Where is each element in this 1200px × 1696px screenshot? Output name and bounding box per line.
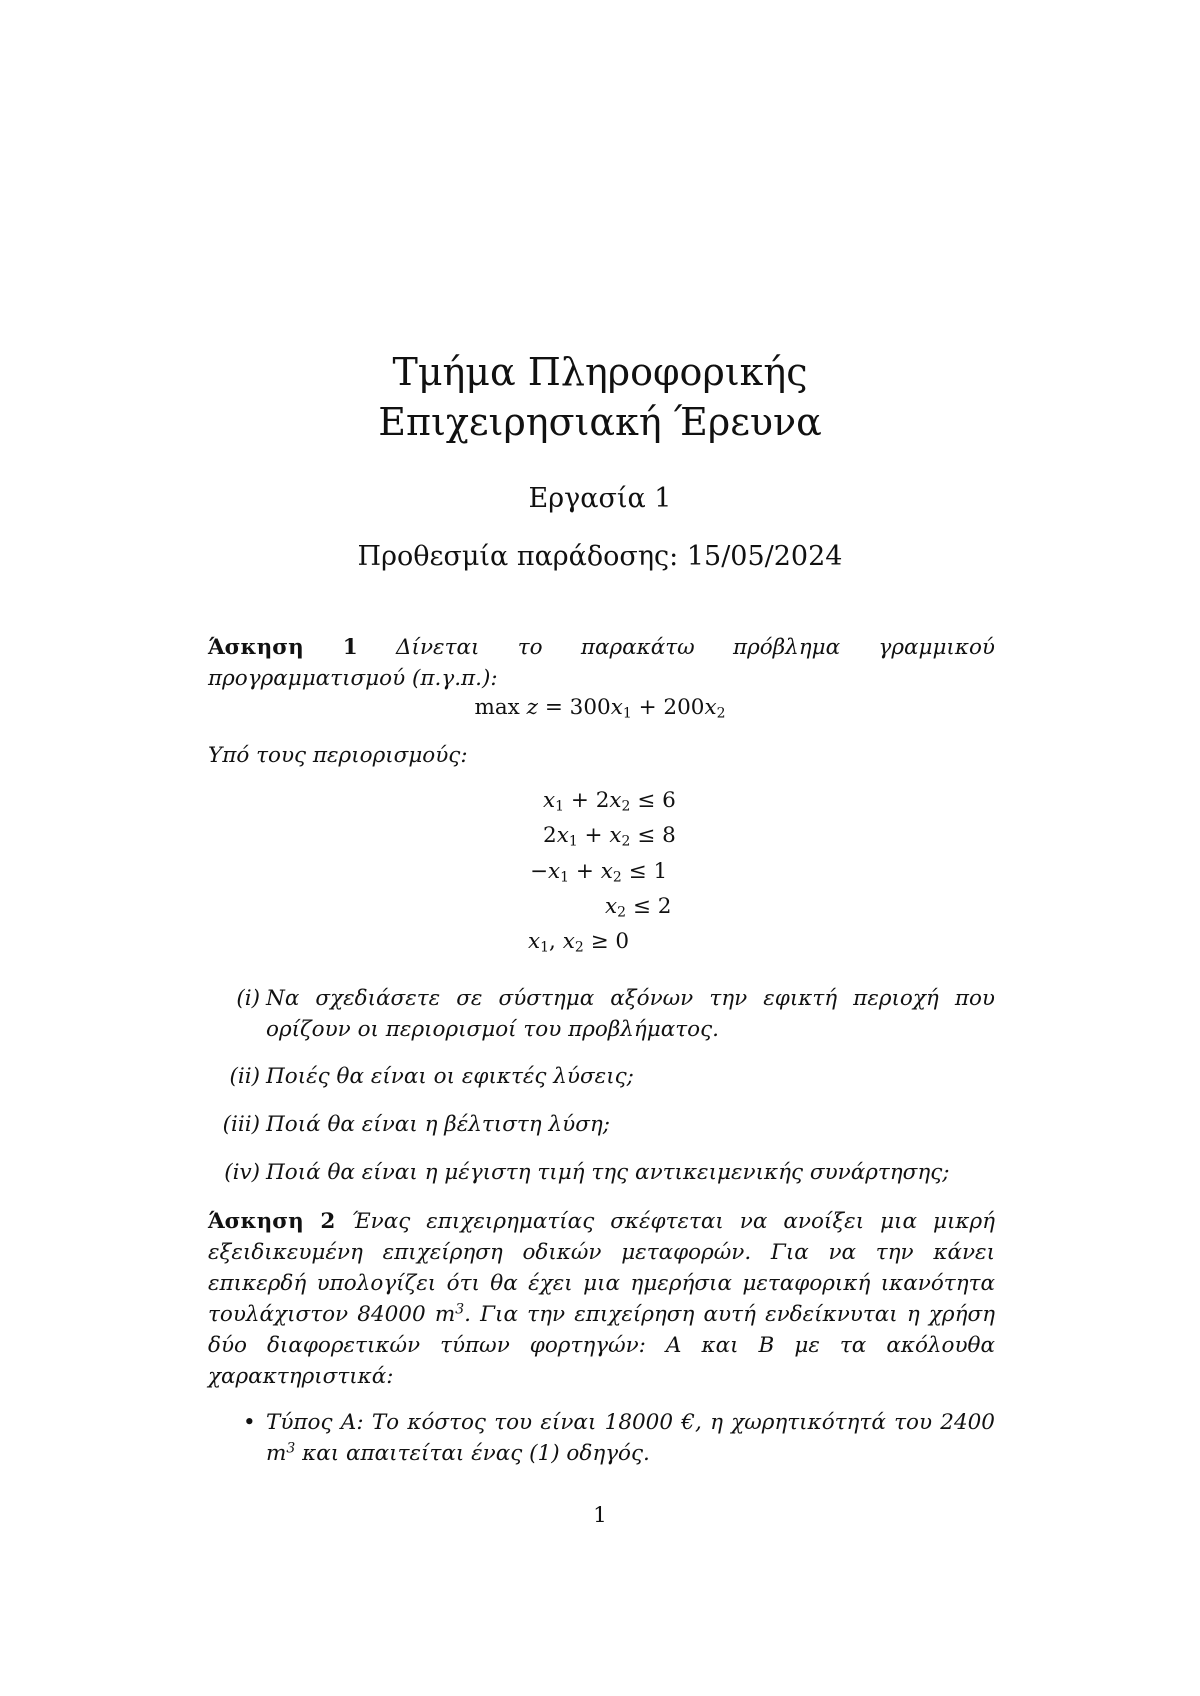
objective-max: max [474, 695, 520, 720]
exercise1-label: Άσκηση 1 [208, 635, 358, 660]
exercise2-label: Άσκηση 2 [208, 1209, 336, 1234]
exercise2-paragraph [208, 1206, 995, 1392]
constraint-1: $x_1 + 2x_2 \le 6$ [543, 788, 676, 815]
question-i [208, 983, 995, 1045]
question-iii-text: Ποιά θα είναι η βέλτιστη λύση; [266, 1112, 611, 1137]
deadline-text: Προθεσμία παράδοσης: 15/05/2024 [357, 541, 843, 572]
constraint-2: $2x_1 + x_2 \le 8$ [543, 823, 676, 850]
page-number: 1 [593, 1503, 607, 1528]
constraints-intro-text: Υπό τους περιορισμούς: [208, 743, 468, 768]
constraint-4: $x_2 \le 2$ [605, 894, 672, 921]
question-iv-mark: (iv) [224, 1160, 260, 1185]
question-i-mark: (i) [236, 986, 260, 1011]
question-iv [208, 1157, 995, 1188]
constraints-intro [208, 740, 995, 771]
objective-z: z [526, 695, 538, 720]
question-ii [208, 1061, 995, 1092]
truck-type-a-item [208, 1407, 995, 1469]
constraint-5: $x_1$, $x_2 \ge 0$ [528, 929, 630, 956]
question-iv-text: Ποιά θα είναι η μέγιστη τιμή της αντικειμενικής συνάρτησης; [266, 1160, 950, 1185]
question-ii-mark: (ii) [229, 1064, 260, 1089]
course-title: Επιχειρησιακή Έρευνα [378, 400, 822, 444]
constraint-3: $-x_1 + x_2 \le 1$ [530, 859, 668, 886]
department-title: Τμήμα Πληροφορικής [392, 350, 808, 394]
exercise2-text: Ένας επιχειρηματίας σκέφτεται να ανοίξει μια μικρή εξειδικευμένη επιχείρηση οδικών μεταφορών. Για να την κάνει επικερδή υπολογίζει ότι θα έχει μια ημερήσια μεταφορική ικανότητα τουλάχιστον 84000 $m^3$. Για την επιχείρηση αυτή ενδείκνυται η χρήση δύο διαφορετικών τύπων φορτηγών: A και B με τα ακόλουθα χαρακτηριστικά: [208, 1209, 996, 1389]
exercise1-intro [208, 632, 995, 694]
assignment-title: Εργασία 1 [528, 483, 672, 514]
exercise1-intro-text: Δίνεται το παρακάτω πρόβλημα γραμμικού προγραμματισμού (π.γ.π.): [208, 635, 995, 691]
objective-function: $\max z = 300x_1 + 200x_2$ [474, 695, 726, 722]
truck-type-a-text: Τύπος A: Το κόστος του είναι 18000 €, η χωρητικότητά του 2400 $m^3$ και απαιτείται ένας (1) οδηγός. [266, 1410, 995, 1466]
bullet-icon: • [243, 1410, 256, 1435]
question-iii-mark: (iii) [222, 1112, 260, 1137]
question-ii-text: Ποιές θα είναι οι εφικτές λύσεις; [266, 1064, 634, 1089]
question-i-text: Να σχεδιάσετε σε σύστημα αξόνων την εφικτή περιοχή που ορίζουν οι περιορισμοί του προβλήματος. [266, 986, 995, 1042]
question-iii [208, 1109, 995, 1140]
